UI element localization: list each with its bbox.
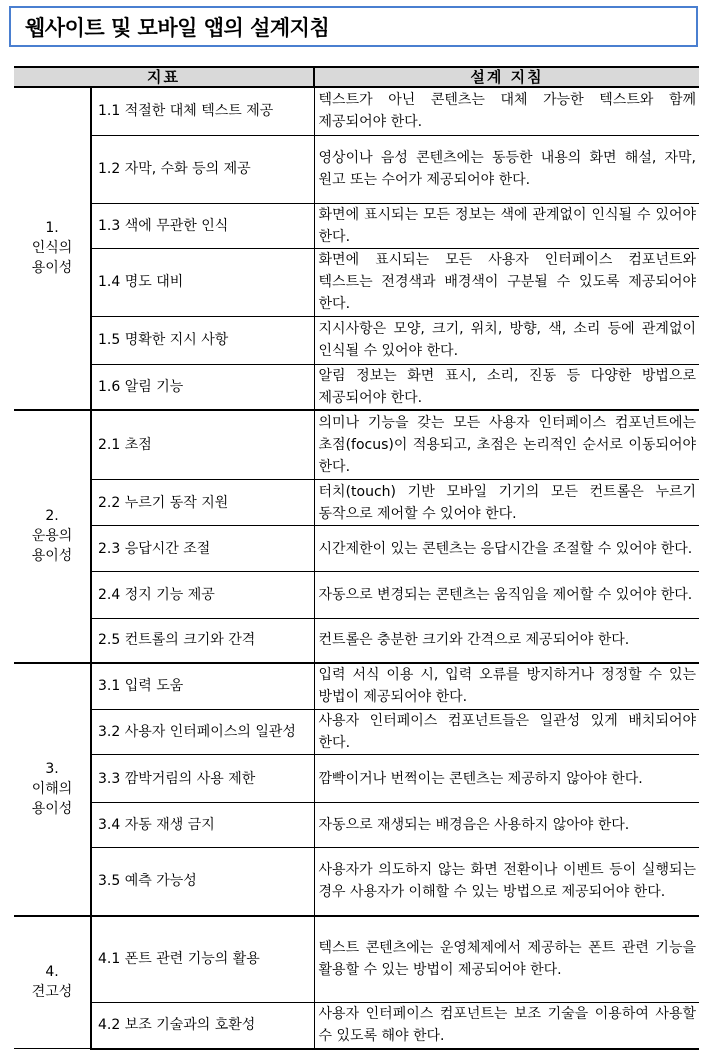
page-title: 웹사이트 및 모바일 앱의 설계지침 xyxy=(25,15,330,40)
category-name: 견고성 xyxy=(31,984,73,1001)
guideline-text: 입력 서식 이용 시, 입력 오류를 방지하거나 정정할 수 있는 방법이 제공되어야 한다. xyxy=(314,663,699,710)
indicator-item: 2.2 누르기 동작 지원 xyxy=(91,480,314,526)
guideline-text: 깜빡이거나 번쩍이는 콘텐츠는 제공하지 않아야 한다. xyxy=(314,755,699,803)
indicator-item: 2.3 응답시간 조절 xyxy=(91,526,314,572)
table-row xyxy=(14,755,699,803)
guideline-text: 자동으로 재생되는 배경음은 사용하지 않아야 한다. xyxy=(314,803,699,848)
table-row xyxy=(14,480,699,526)
table-row xyxy=(14,364,699,410)
category-cell xyxy=(14,410,91,663)
indicator-item: 2.5 컨트롤의 크기와 간격 xyxy=(91,619,314,663)
header-guideline: 설계 지침 xyxy=(314,67,699,87)
guideline-text: 자동으로 변경되는 콘텐츠는 움직임을 제어할 수 있어야 한다. xyxy=(314,572,699,619)
indicator-item: 4.2 보조 기술과의 호환성 xyxy=(91,1003,314,1049)
indicator-item: 2.4 정지 기능 제공 xyxy=(91,572,314,619)
guideline-text: 화면에 표시되는 모든 사용자 인터페이스 컴포넌트와 텍스트는 전경색과 배경색이 구분될 수 있도록 제공되어야 한다. xyxy=(314,248,699,316)
guideline-text: 영상이나 음성 콘텐츠에는 동등한 내용의 화면 해설, 자막, 원고 또는 수어가 제공되어야 한다. xyxy=(314,135,699,203)
category-number: 2. xyxy=(45,508,59,524)
indicator-item: 1.1 적절한 대체 텍스트 제공 xyxy=(91,87,314,135)
table-row xyxy=(14,87,699,135)
table-row xyxy=(14,526,699,572)
category-name: 운용의 xyxy=(31,528,73,544)
category-cell xyxy=(14,87,91,410)
indicator-item: 3.5 예측 가능성 xyxy=(91,848,314,916)
indicator-item: 1.6 알림 기능 xyxy=(91,364,314,410)
table-row xyxy=(14,572,699,619)
category-number: 1. xyxy=(45,220,59,237)
category-name: 용이성 xyxy=(31,548,73,564)
category-name: 용이성 xyxy=(31,801,73,817)
category-name: 이해의 xyxy=(31,781,73,797)
guideline-text: 사용자가 의도하지 않는 화면 전환이나 이벤트 등이 실행되는 경우 사용자가 이해할 수 있는 방법으로 제공되어야 한다. xyxy=(314,848,699,916)
indicator-item: 4.1 폰트 관련 기능의 활용 xyxy=(91,916,314,1003)
table-row xyxy=(14,803,699,848)
guideline-text: 시간제한이 있는 콘텐츠는 응답시간을 조절할 수 있어야 한다. xyxy=(314,526,699,572)
guideline-text: 사용자 인터페이스 컴포넌트들은 일관성 있게 배치되어야 한다. xyxy=(314,710,699,755)
indicator-item: 1.5 명확한 지시 사항 xyxy=(91,316,314,364)
table-row xyxy=(14,410,699,480)
guideline-text: 컨트롤은 충분한 크기와 간격으로 제공되어야 한다. xyxy=(314,619,699,663)
guideline-text: 텍스트가 아닌 콘텐츠는 대체 가능한 텍스트와 함께 제공되어야 한다. xyxy=(314,87,699,135)
table-row xyxy=(14,135,699,203)
table-row xyxy=(14,316,699,364)
indicator-item: 3.1 입력 도움 xyxy=(91,663,314,710)
header-indicator: 지표 xyxy=(14,67,314,87)
category-name: 용이성 xyxy=(31,260,73,277)
guideline-text: 터치(touch) 기반 모바일 기기의 모든 컨트롤은 누르기 동작으로 제어할 수 있어야 한다. xyxy=(314,480,699,526)
category-number: 3. xyxy=(45,761,59,777)
table-row xyxy=(14,710,699,755)
table-header-row xyxy=(14,67,699,87)
table-row xyxy=(14,663,699,710)
category-name: 인식의 xyxy=(31,240,73,257)
category-number: 4. xyxy=(45,964,59,981)
title-box xyxy=(9,6,698,47)
guideline-text: 사용자 인터페이스 컴포넌트는 보조 기술을 이용하여 사용할 수 있도록 해야 한다. xyxy=(314,1003,699,1049)
table-row xyxy=(14,848,699,916)
guideline-text: 의미나 기능을 갖는 모든 사용자 인터페이스 컴포넌트에는 초점(focus)이 적용되고, 초점은 논리적인 순서로 이동되어야 한다. xyxy=(314,410,699,480)
guideline-table xyxy=(14,66,699,1050)
table-row xyxy=(14,1003,699,1049)
guideline-text: 알림 정보는 화면 표시, 소리, 진동 등 다양한 방법으로 제공되어야 한다. xyxy=(314,364,699,410)
indicator-item: 1.2 자막, 수화 등의 제공 xyxy=(91,135,314,203)
indicator-item: 3.4 자동 재생 금지 xyxy=(91,803,314,848)
indicator-item: 3.2 사용자 인터페이스의 일관성 xyxy=(91,710,314,755)
indicator-item: 1.4 명도 대비 xyxy=(91,248,314,316)
category-cell xyxy=(14,663,91,916)
table-row xyxy=(14,916,699,1003)
guideline-text: 화면에 표시되는 모든 정보는 색에 관계없이 인식될 수 있어야 한다. xyxy=(314,203,699,248)
category-cell xyxy=(14,916,91,1049)
indicator-item: 2.1 초점 xyxy=(91,410,314,480)
table-row xyxy=(14,619,699,663)
table-row xyxy=(14,203,699,248)
indicator-item: 3.3 깜박거림의 사용 제한 xyxy=(91,755,314,803)
table-row xyxy=(14,248,699,316)
guideline-text: 지시사항은 모양, 크기, 위치, 방향, 색, 소리 등에 관계없이 인식될 수 있어야 한다. xyxy=(314,316,699,364)
indicator-item: 1.3 색에 무관한 인식 xyxy=(91,203,314,248)
guideline-text: 텍스트 콘텐츠에는 운영체제에서 제공하는 폰트 관련 기능을 활용할 수 있는 방법이 제공되어야 한다. xyxy=(314,916,699,1003)
